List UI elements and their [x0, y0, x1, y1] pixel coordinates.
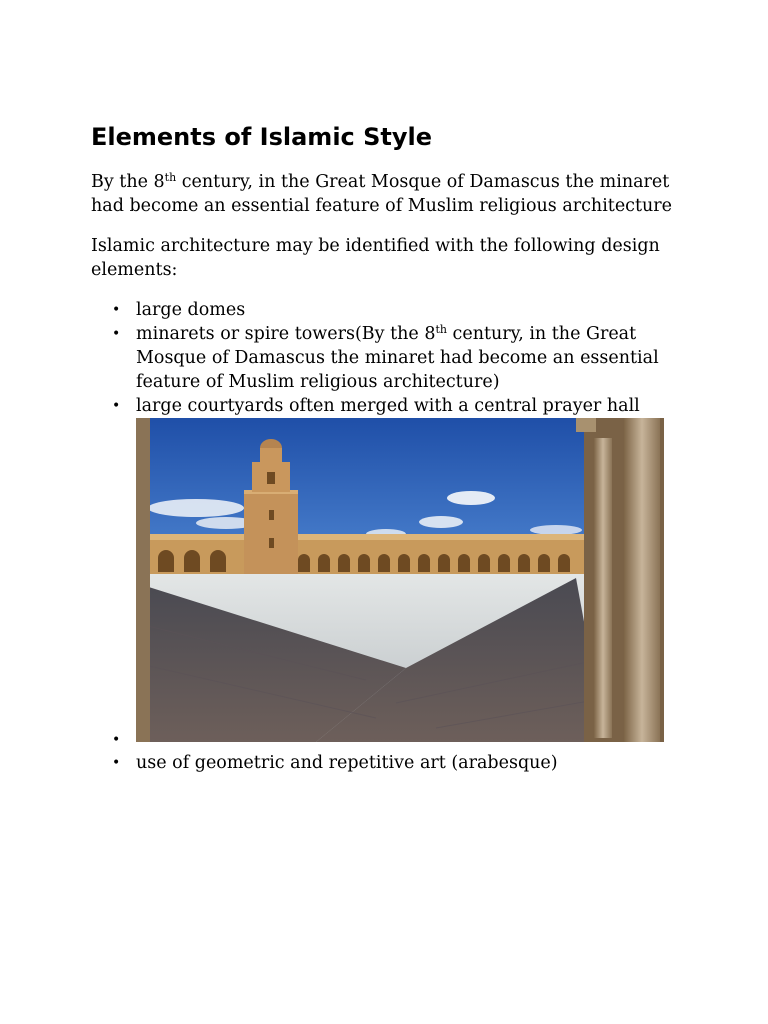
list-item [91, 298, 711, 322]
design-elements-list [91, 298, 711, 775]
list-item [91, 322, 711, 394]
list-item-text-end: century, in the Great Mosque of Damascus the minaret had become an essential feature of Muslim religious architecture) [136, 324, 659, 392]
page-title: Elements of Islamic Style [91, 123, 433, 151]
list-item [91, 418, 711, 751]
intro-text-end: century, in the Great Mosque of Damascus the minaret had become an essential feature of Muslim religious architecture [91, 172, 673, 216]
bullet-marker: • [112, 302, 121, 318]
bullet-marker: • [112, 732, 121, 748]
list-item [91, 751, 711, 775]
list-item-text: large domes [136, 300, 246, 320]
ordinal-superscript: th [435, 322, 447, 336]
mosque-courtyard-photo [136, 418, 664, 742]
intro-paragraph [91, 170, 691, 218]
bullet-marker: • [112, 398, 121, 414]
ordinal-superscript: th [164, 170, 177, 184]
bullet-marker: • [112, 326, 121, 342]
lead-paragraph: Islamic architecture may be identified with the following design elements: [91, 236, 660, 280]
intro-text-start: By the 8 [91, 172, 165, 192]
bullet-marker: • [112, 755, 121, 771]
list-item-text: use of geometric and repetitive art (arabesque) [136, 753, 558, 773]
list-item-text: large courtyards often merged with a central prayer hall [136, 396, 640, 416]
list-item [91, 394, 711, 418]
list-item-text-start: minarets or spire towers(By the 8 [136, 324, 436, 344]
